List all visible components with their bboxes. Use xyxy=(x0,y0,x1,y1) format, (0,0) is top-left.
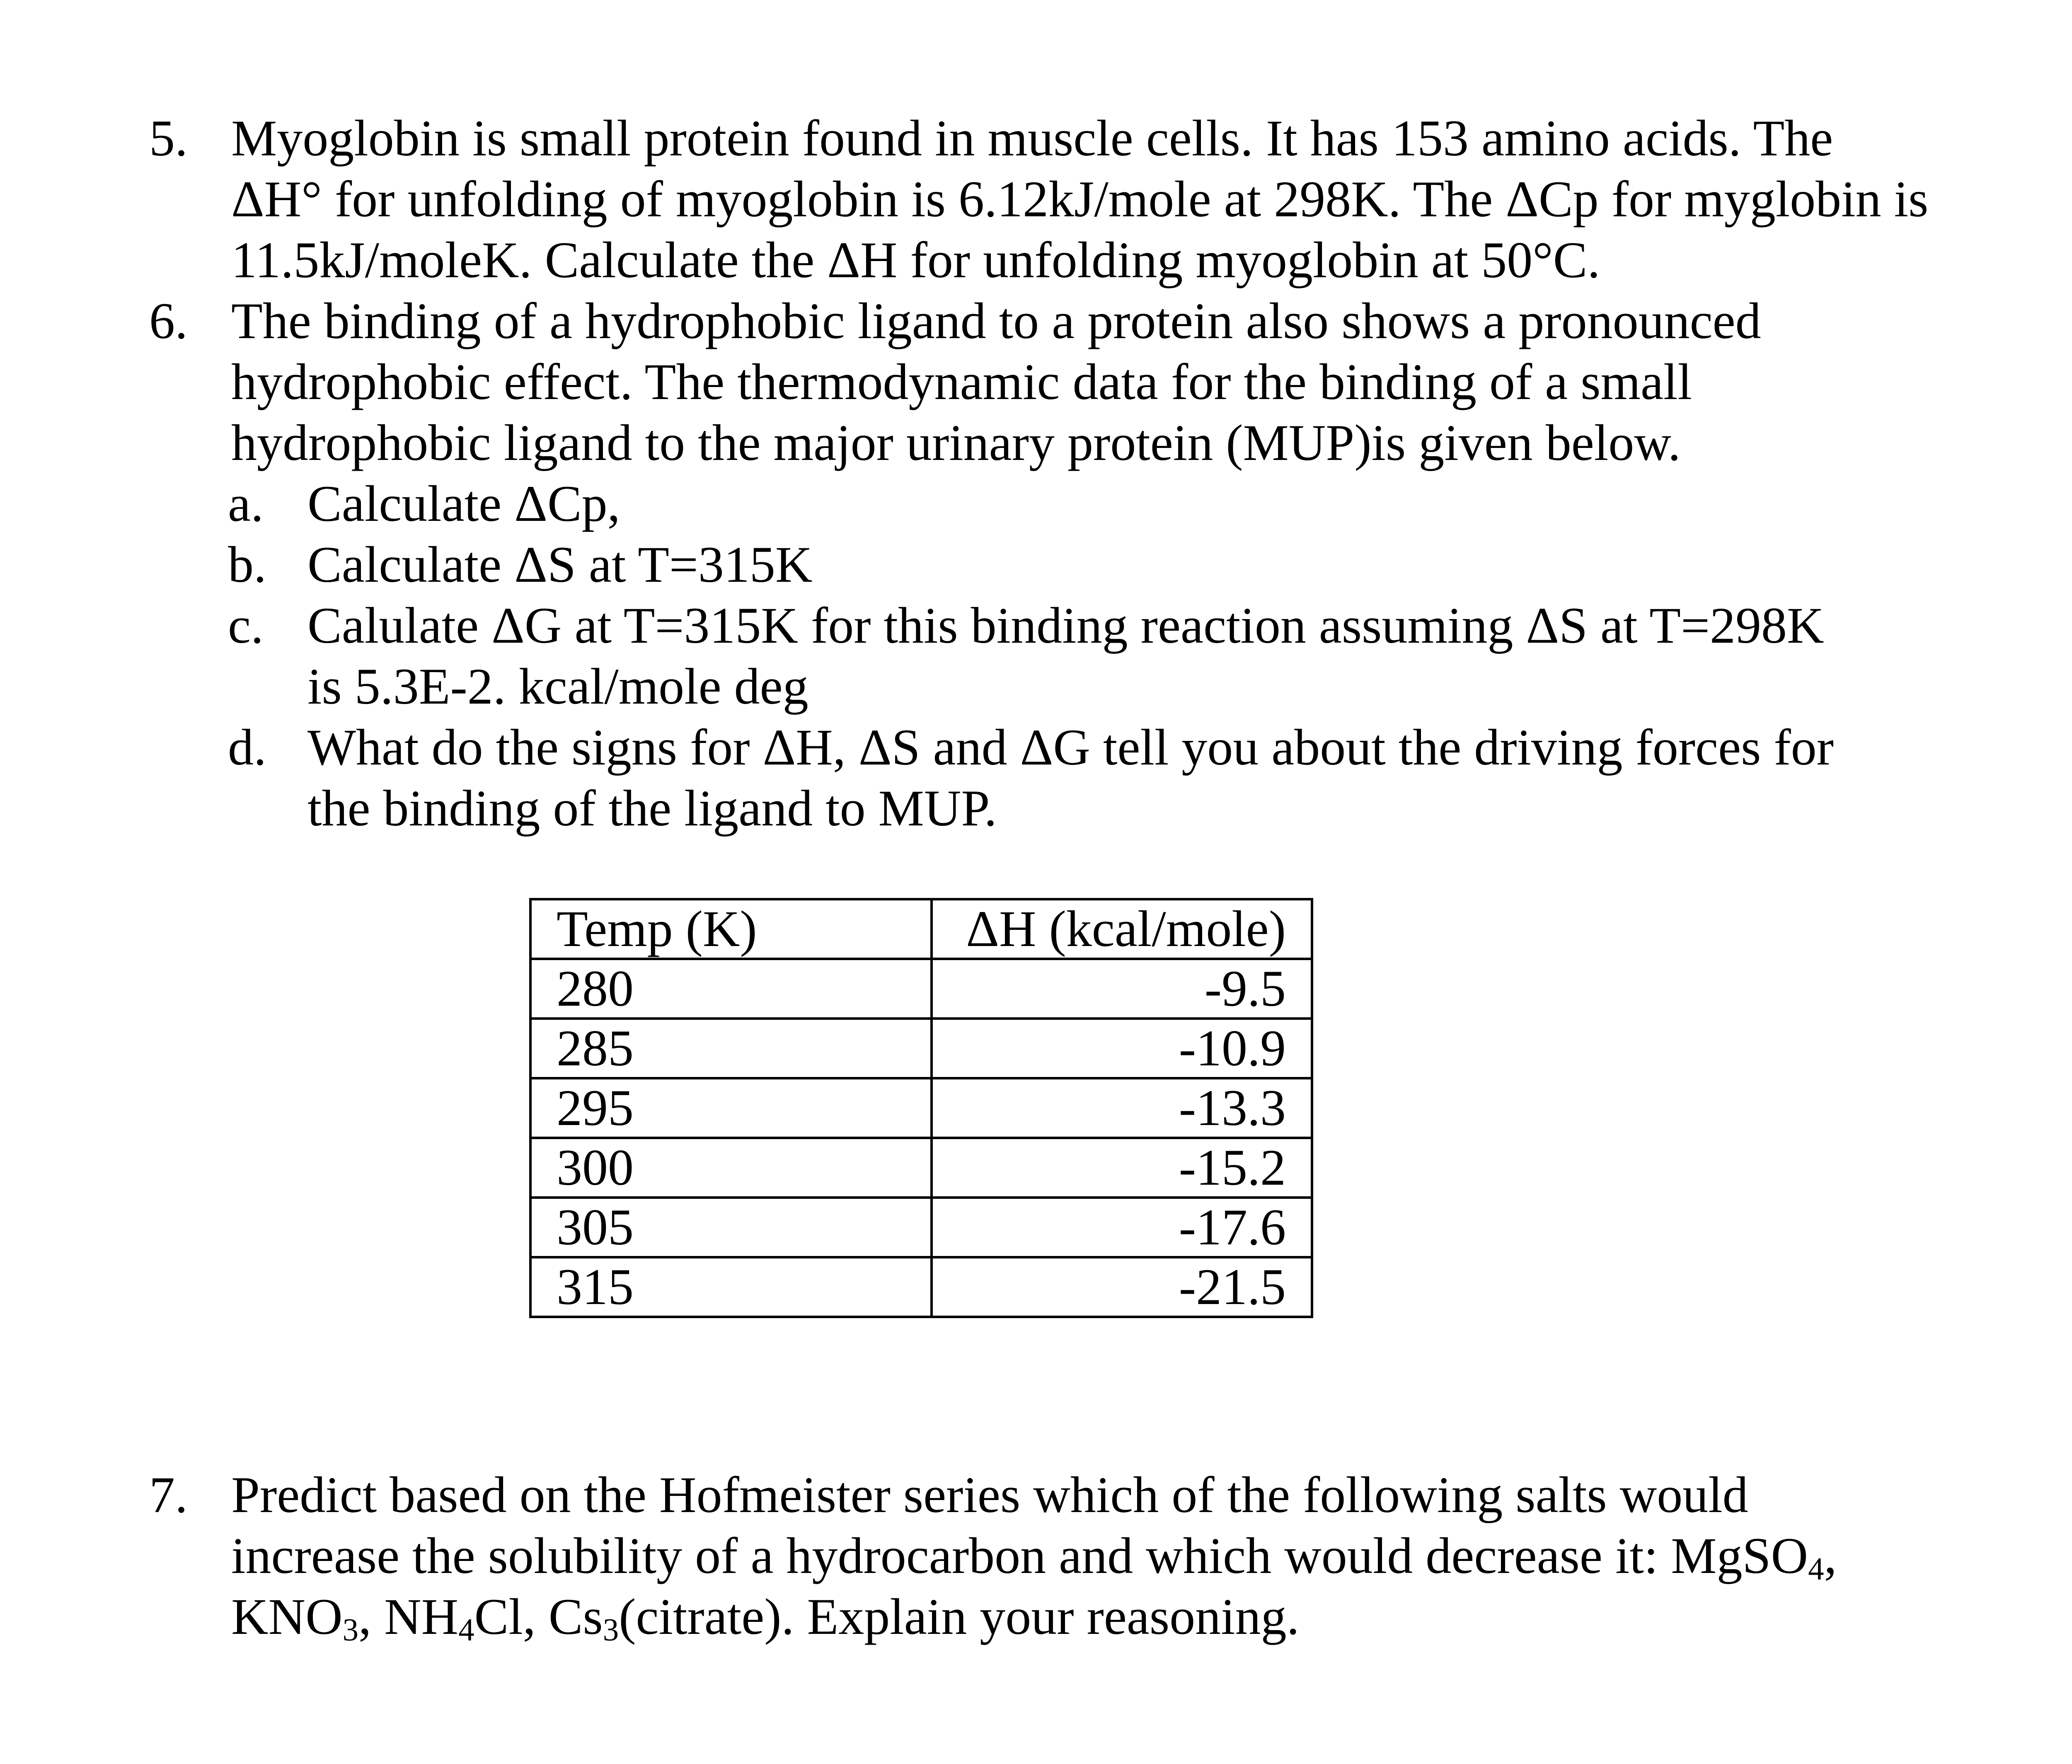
text-line: Calculate ΔCp, xyxy=(307,475,620,532)
table-header-row xyxy=(530,899,1312,959)
table-row xyxy=(530,1198,1312,1257)
text-line: 11.5kJ/moleK. Calculate the ΔH for unfolding myoglobin at 50°C. xyxy=(231,232,1600,288)
text-line: Calulate ΔG at T=315K for this binding reaction assuming ΔS at T=298K xyxy=(307,597,1824,654)
enthalpy-cell: -9.5 xyxy=(932,959,1312,1019)
text-line: $KNO_3$, $NH_4Cl$, $Cs_3(citrate)$. Explain your reasoning. xyxy=(231,1588,1300,1648)
text-line: hydrophobic ligand to the major urinary protein (MUP)is given below. xyxy=(231,414,1681,471)
subquestion-label: b. xyxy=(228,536,266,593)
text-line: What do the signs for ΔH, ΔS and ΔG tell you about the driving forces for xyxy=(307,719,1834,776)
table-row xyxy=(530,959,1312,1019)
question-number: 7. xyxy=(149,1466,188,1523)
temp-cell: 315 xyxy=(530,1257,932,1317)
temp-cell: 295 xyxy=(530,1078,932,1138)
header-enthalpy: ΔH (kcal/mole) xyxy=(932,899,1312,959)
subquestion-d xyxy=(228,717,2039,839)
question-7 xyxy=(149,1464,2039,1647)
header-temp: Temp (K) xyxy=(530,899,932,959)
enthalpy-cell: -15.2 xyxy=(932,1138,1312,1198)
thermodynamic-data-table xyxy=(529,898,1313,1318)
temp-cell: 305 xyxy=(530,1198,932,1257)
text-line: the binding of the ligand to MUP. xyxy=(307,780,997,837)
temp-cell: 285 xyxy=(530,1019,932,1078)
text-line: hydrophobic effect. The thermodynamic data for the binding of a small xyxy=(231,353,1692,410)
table-row xyxy=(530,1257,1312,1317)
text-line: increase the solubility of a hydrocarbon and which would decrease it: MgSO$_4$, xyxy=(231,1527,1837,1587)
question-6 xyxy=(149,290,2039,839)
subquestion-label: a. xyxy=(228,475,264,532)
subquestion-b xyxy=(228,534,2039,595)
enthalpy-cell: -17.6 xyxy=(932,1198,1312,1257)
enthalpy-cell: -13.3 xyxy=(932,1078,1312,1138)
temp-cell: 300 xyxy=(530,1138,932,1198)
question-text xyxy=(231,108,2039,290)
enthalpy-cell: -21.5 xyxy=(932,1257,1312,1317)
text-line: Calculate ΔS at T=315K xyxy=(307,536,813,593)
question-number: 6. xyxy=(149,293,188,349)
text-line: Predict based on the Hofmeister series which of the following salts would xyxy=(231,1466,1748,1523)
table-row xyxy=(530,1019,1312,1078)
subquestion-label: d. xyxy=(228,719,266,776)
question-number: 5. xyxy=(149,110,188,167)
question-5 xyxy=(149,108,2039,290)
text-line: is 5.3E-2. kcal/mole deg xyxy=(307,658,808,715)
table-row xyxy=(530,1078,1312,1138)
subquestion-c xyxy=(228,595,2039,717)
text-line: ΔH° for unfolding of myoglobin is 6.12kJ/mole at 298K. The ΔCp for myglobin is xyxy=(231,171,1929,227)
subquestion-label: c. xyxy=(228,597,264,654)
question-text xyxy=(231,1464,2039,1647)
text-line: Myoglobin is small protein found in muscle cells. It has 153 amino acids. The xyxy=(231,110,1833,167)
text-line: The binding of a hydrophobic ligand to a protein also shows a pronounced xyxy=(231,293,1761,349)
temp-cell: 280 xyxy=(530,959,932,1019)
table-row xyxy=(530,1138,1312,1198)
enthalpy-cell: -10.9 xyxy=(932,1019,1312,1078)
subquestion-a xyxy=(228,473,2039,534)
question-text xyxy=(231,290,2039,473)
